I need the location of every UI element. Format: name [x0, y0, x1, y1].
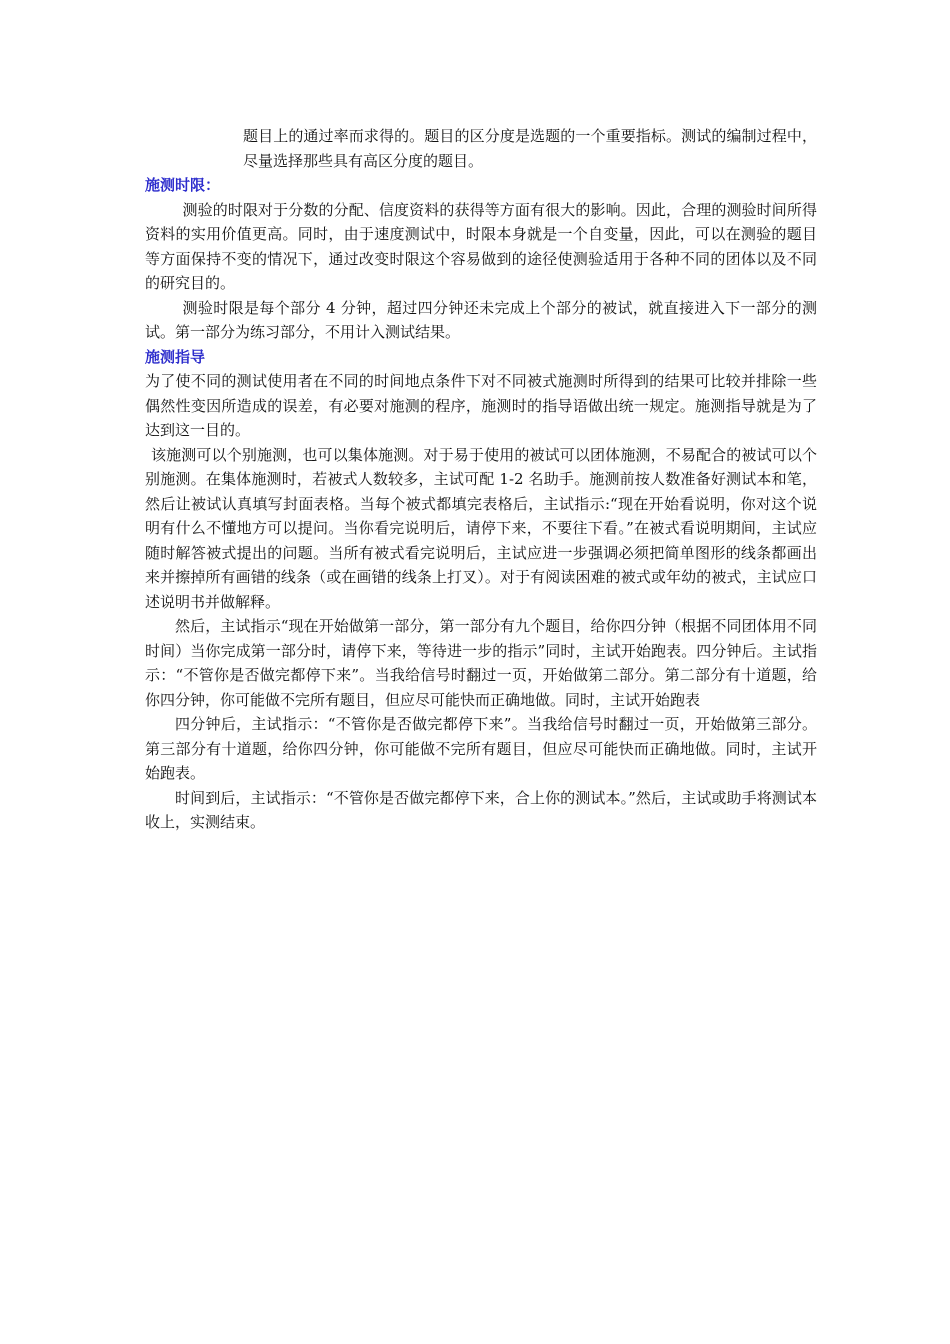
guidance-paragraph-2: 该施测可以个别施测，也可以集体施测。对于易于使用的被试可以团体施测，不易配合的被试可以个别施测。在集体施测时，若被式人数较多，主试可配 1-2 名助手。施测前按人数准备好测试本和笔，然后让被试认真填写封面表格。当每个被式都填完表格后，主试指示:“现在开始看说明，你对这个说明有什么不懂地方可以提问。当你看完说明后，请停下来，不要往下看。”在被式看说明期间，主试应随时解答被式提出的问题。当所有被式看完说明后，主试应进一步强调必须把简单图形的线条都画出来并擦掉所有画错的线条（或在画错的线条上打叉）。对于有阅读困难的被式或年幼的被式，主试应口述说明书并做解释。 [145, 445, 817, 611]
section-heading-guidance: 施测指导 [145, 347, 206, 366]
time-limit-paragraph-1: 测验的时限对于分数的分配、信度资料的获得等方面有很大的影响。因此，合理的测验时间所得资料的实用价值更高。同时，由于速度测试中，时限本身就是一个自变量，因此，可以在测验的题目等方面保持不变的情况下，通过改变时限这个容易做到的途径使测验适用于各种不同的团体以及不同的研究目的。 [145, 200, 817, 292]
guidance-paragraph-4: 四分钟后，主试指示：“不管你是否做完都停下来”。当我给信号时翻过一页，开始做第三部分。第三部分有十道题，给你四分钟，你可能做不完所有题目，但应尽可能快而正确地做。同时，主试开始跑表。 [145, 715, 817, 782]
intro-paragraph: 题目上的通过率而求得的。题目的区分度是选题的一个重要指标。测试的编制过程中，尽量选择那些具有高区分度的题目。 [243, 127, 817, 170]
section-heading-time-limit: 施测时限： [145, 176, 221, 194]
guidance-paragraph-3: 然后，主试指示“现在开始做第一部分，第一部分有九个题目，给你四分钟（根据不同团体用不同时间）当你完成第一部分时，请停下来，等待进一步的指示”同时，主试开始跑表。四分钟后。主试指示：“不管你是否做完都停下来”。当我给信号时翻过一页，开始做第二部分。第二部分有十道题，给你四分钟，你可能做不完所有题目，但应尽可能快而正确地做。同时，主试开始跑表 [145, 617, 817, 709]
guidance-paragraph-1: 为了使不同的测试使用者在不同的时间地点条件下对不同被式施测时所得到的结果可比较并排除一些偶然性变因所造成的误差，有必要对施测的程序，施测时的指导语做出统一规定。施测指导就是为了达到这一目的。 [145, 372, 817, 439]
time-limit-paragraph-2: 测验时限是每个部分 4 分钟，超过四分钟还未完成上个部分的被试，就直接进入下一部分的测试。第一部分为练习部分，不用计入测试结果。 [145, 298, 817, 341]
guidance-paragraph-5: 时间到后，主试指示：“不管你是否做完都停下来，合上你的测试本。”然后，主试或助手将测试本收上，实测结束。 [145, 788, 817, 831]
document-body [145, 124, 817, 835]
